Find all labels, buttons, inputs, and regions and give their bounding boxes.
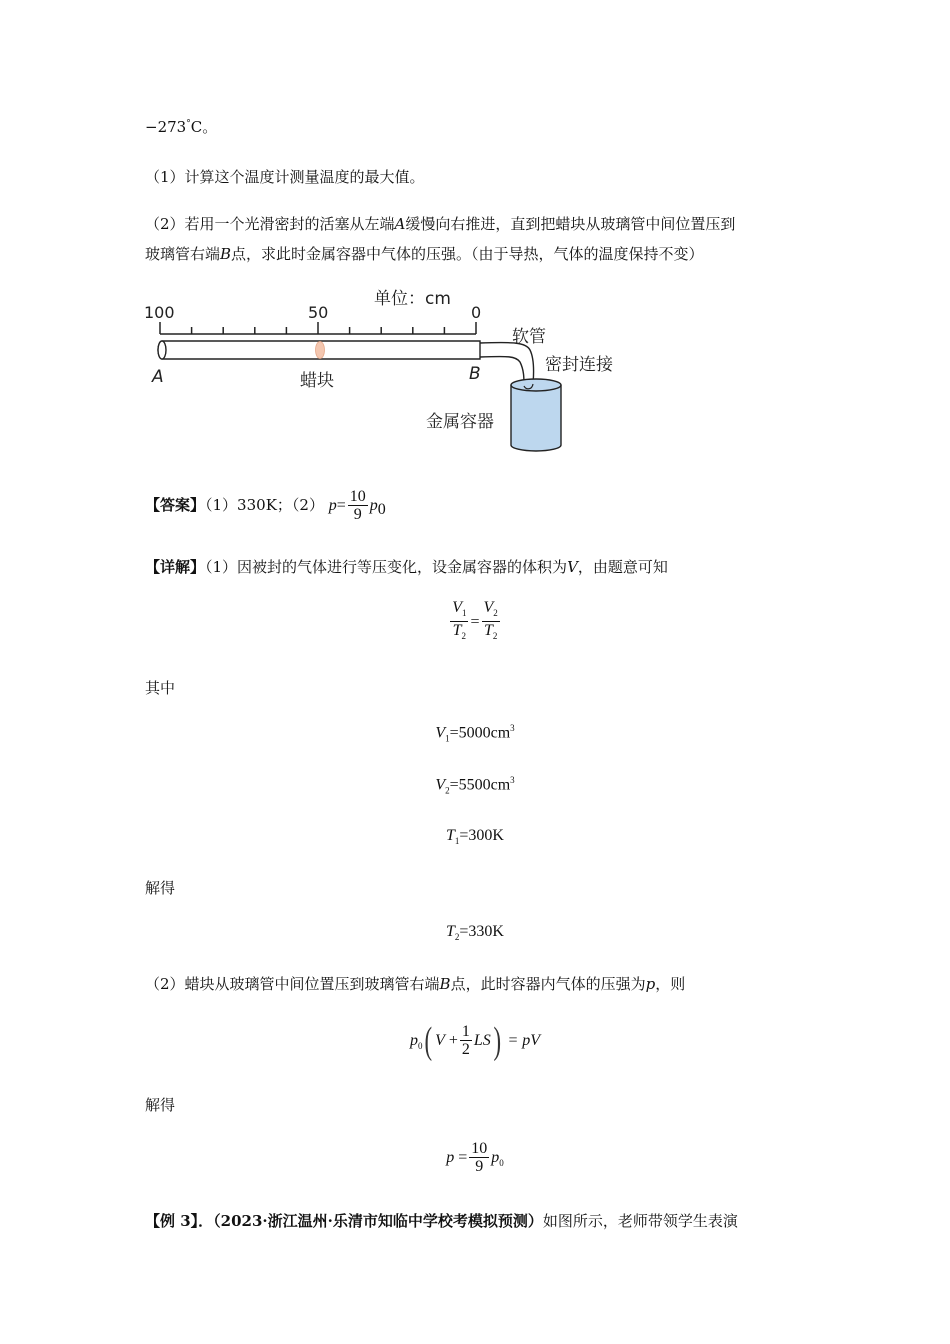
final-den: 9: [475, 1157, 484, 1175]
fraction-numerator: 10: [349, 487, 366, 505]
label-wax: 蜡块: [300, 371, 334, 391]
detail-tag: 【详解】: [145, 558, 206, 576]
part2-text: （2）蜡块从玻璃管中间位置压到玻璃管右端: [145, 975, 440, 993]
v1-sub: 1: [445, 733, 450, 744]
example-source: （2023·浙江温州·乐清市知临中学校考模拟预测）: [213, 1212, 543, 1230]
equation-t1: [0, 827, 950, 846]
eq1-t2-sub: 2: [461, 631, 467, 642]
equation-v2: [0, 775, 950, 796]
v2-symbol: V: [435, 776, 446, 794]
v2-sub: 2: [445, 785, 450, 796]
label-a: A: [152, 367, 164, 387]
final-p0-sub: 0: [499, 1158, 504, 1169]
wax-block: [316, 342, 325, 359]
intro-value: −273: [145, 118, 187, 136]
fraction-v1-t2: [450, 600, 468, 645]
eq1-v1: V: [452, 599, 462, 616]
v1-value: =5000cm: [449, 724, 511, 742]
tick-label-0: 0: [471, 303, 482, 322]
tick-label-100: 100: [144, 303, 175, 322]
fraction-v2-t2: [482, 600, 500, 645]
v1-symbol: V: [435, 724, 446, 742]
final-fraction: [469, 1141, 489, 1176]
t1-symbol: T: [446, 827, 455, 844]
equation-t2: [0, 923, 950, 942]
eqp-fraction: [460, 1024, 472, 1059]
detail-text: （1）因被封的气体进行等压变化，设金属容器的体积为: [205, 558, 568, 576]
t2-symbol: T: [446, 923, 455, 940]
answer-line: [145, 488, 386, 527]
intro-line: [145, 116, 217, 137]
answer-eq: =: [336, 497, 346, 514]
q2-text: （2）若用一个光滑密封的活塞从左端: [145, 215, 395, 233]
part2-text: 点，此时容器内气体的压强为: [450, 975, 646, 993]
eqp-v: V: [435, 1032, 445, 1049]
intro-unit: C: [190, 118, 203, 136]
eq1-v2: V: [483, 599, 494, 616]
answer-p: p: [328, 497, 337, 514]
q2-text: 点，求此时金属容器中气体的压强。（由于导热，气体的温度保持不变）: [231, 245, 704, 263]
eq1-t2b-sub: 2: [492, 631, 498, 642]
final-p0: p: [491, 1149, 500, 1166]
example-text: 如图所示，老师带领学生表演: [542, 1212, 738, 1230]
t1-sub: 1: [454, 836, 460, 847]
eqp-plus: +: [448, 1032, 458, 1049]
example-tag: 【例 3】．: [145, 1212, 214, 1230]
tick-label-50: 50: [308, 303, 329, 322]
degree-sign: °: [186, 119, 191, 129]
eq1-equals: =: [470, 613, 480, 631]
final-p: p: [446, 1149, 455, 1166]
equation-pressure: $p_0$( V + $\frac{1}{2}$ LS) = pV: [409, 1020, 541, 1063]
tube-left-end: [158, 341, 166, 359]
part2-text: ，则: [655, 975, 686, 993]
eqp-p0-sub: 0: [417, 1041, 423, 1052]
point-a-label: A: [394, 215, 406, 233]
v2-value: =5500cm: [449, 776, 511, 794]
point-b-label: B: [220, 245, 232, 263]
part2-b: B: [439, 975, 451, 993]
question-2-line-2: [145, 243, 704, 264]
answer-fraction: [348, 489, 368, 524]
detail-line: [145, 556, 668, 577]
eq1-t2b: T: [483, 622, 493, 640]
label-seal: 密封连接: [545, 355, 613, 375]
answer-p0: p: [369, 497, 378, 514]
part-2-line: [145, 973, 685, 994]
t2-value: =330K: [459, 923, 504, 940]
final-eq: =: [458, 1149, 468, 1166]
final-equation: [0, 1138, 950, 1183]
v1-sup: 3: [510, 723, 515, 733]
apparatus-figure: [140, 282, 640, 462]
answer-p0-sub: 0: [377, 501, 386, 518]
fraction-denominator: 9: [353, 505, 362, 523]
eqp-p0: p: [409, 1032, 418, 1049]
q2-text: 缓慢向右推进，直到把蜡块从玻璃管中间位置压到: [405, 215, 736, 233]
qizhong-label: 其中: [145, 679, 176, 697]
answer-text: （1）330K；（2）: [205, 496, 324, 514]
q2-text: 玻璃管右端: [145, 245, 221, 263]
detail-text: ，由题意可知: [577, 558, 668, 576]
detail-v: V: [567, 558, 578, 576]
question-2-line-1: [145, 213, 735, 234]
jiede-label-1: 解得: [145, 879, 176, 897]
container-top: [511, 379, 561, 391]
label-container: 金属容器: [426, 412, 494, 432]
eqp-ls: LS: [473, 1032, 491, 1049]
equation-v1: [0, 723, 950, 744]
metal-container: [511, 385, 561, 451]
unit-label: 单位：cm: [374, 289, 451, 309]
eqp-num: 1: [461, 1022, 470, 1040]
eqp-rhs: = pV: [507, 1032, 541, 1049]
final-num: 10: [471, 1139, 488, 1157]
answer-tag: 【答案】: [145, 496, 206, 514]
eq1-v2-sub: 2: [493, 608, 498, 619]
hose-outer: [480, 343, 534, 384]
eq1-t2: T: [452, 622, 462, 640]
eqp-den: 2: [461, 1040, 470, 1058]
intro-end: 。: [202, 118, 218, 136]
jiede-label-2: 解得: [145, 1096, 176, 1114]
v2-sup: 3: [510, 775, 515, 785]
example-3-line: [145, 1210, 738, 1231]
t2-sub: 2: [454, 932, 460, 943]
equation-1: [0, 600, 950, 645]
label-b: B: [469, 364, 481, 384]
part2-p: p: [645, 975, 656, 993]
label-hose: 软管: [512, 327, 546, 347]
eq1-v1-sub: 1: [461, 608, 467, 619]
scale-ticks: [160, 322, 476, 334]
t1-value: =300K: [459, 827, 504, 844]
question-1: （1）计算这个温度计测量温度的最大值。: [145, 168, 425, 186]
